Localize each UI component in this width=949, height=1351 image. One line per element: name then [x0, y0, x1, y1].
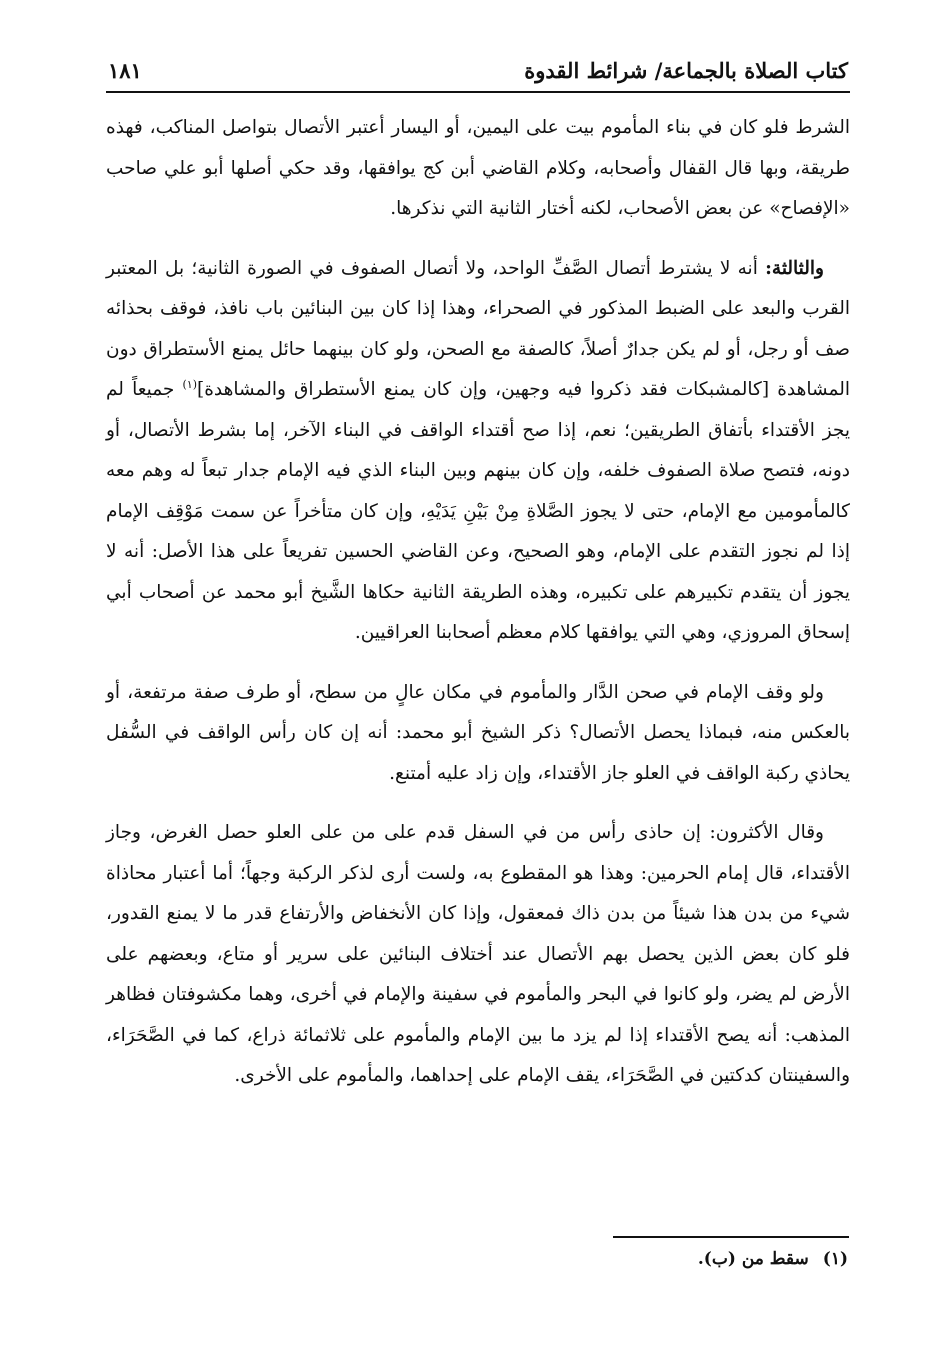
page-header	[108, 52, 848, 88]
running-title: كتاب الصلاة بالجماعة/ شرائط القدوة	[524, 57, 848, 83]
footnote-number: (١)	[822, 1249, 848, 1269]
paragraph-text-continued: جميعاً لم يجز الأقتداء بأتفاق الطريقين؛ نعم، إذا صح أقتداء الواقف في البناء الآخر، إما بشرط الأتصال، أو دونه، فتصح صلاة الصفوف خلفه، وإن كان بينهم وبين البناء الذي فيه الإمام جدار تبعاً له وهم معه كالمأمومين مع الإمام، حتى لا يجوز الصَّلاةِ مِنْ بَيْنِ يَدَيْهِ، وإن كان متأخراً عن سمت مَوْقِف الإمام إذا لم نجوز التقدم على الإمام، وهو الصحيح، وعن القاضي الحسين تفريعاً على هذا الأصل: أنه لا يجوز أن يتقدم تكبيرهم على تكبيره، وهذه الطريقة الثانية حكاها الشَّيخ أبو محمد عن أصحاب أبي إسحاق المروزي، وهي التي يوافقها كلام معظم أصحابنا العراقيين.	[106, 379, 850, 643]
paragraph-text: ولو وقف الإمام في صحن الدَّار والمأموم في مكان عالٍ من سطح، أو طرف صفة مرتفعة، أو بالعكس منه، فبماذا يحصل الأتصال؟ ذكر الشيخ أبو محمد: أنه إن كان رأس الواقف في السُّفل يحاذي ركبة الواقف في العلو جاز الأقتداء، وإن زاد عليه أمتنع.	[106, 681, 850, 784]
footnote-text: سقط من (ب).	[697, 1249, 809, 1269]
paragraph-4	[106, 813, 850, 1097]
header-divider	[106, 91, 850, 93]
paragraph-text: أنه لا يشترط أتصال الصَّفِّ الواحد، ولا أتصال الصفوف في الصورة الثانية؛ بل المعتبر القرب والبعد على الضبط المذكور في الصحراء، وهذا إذا كان بين البنائين باب نافذ، فوقف بحذائه صف أو رجل، أو لم يكن جدارٌ أصلاً، كالصفة مع الصحن، ولو كان بينهما حائل يمنع الأستطراق دون المشاهدة [كالمشبكات فقد ذكروا فيه وجهين، وإن كان يمنع الأستطراق والمشاهدة]	[106, 257, 850, 400]
footnote-divider	[613, 1236, 849, 1238]
paragraph-text: الشرط فلو كان في بناء المأموم بيت على اليمين، أو اليسار أعتبر الأتصال بتواصل المناكب، فهذه طريقة، وبها قال القفال وأصحابه، وكلام القاضي أبن كج يوافقها، وقد حكي أصلها أبو علي صاحب «الإفصاح» عن بعض الأصحاب، لكنه أختار الثانية التي نذكرها.	[106, 117, 850, 219]
paragraph-3	[106, 673, 850, 795]
footnote	[506, 1244, 848, 1274]
paragraph-lead: والثالثة:	[765, 257, 824, 279]
footnote-reference[interactable]: (١)	[182, 377, 197, 391]
main-text	[106, 108, 850, 1116]
paragraph-text: وقال الأكثرون: إن حاذى رأس من في السفل قدم على من على العلو حصل الغرض، وجاز الأقتداء، قال إمام الحرمين: وهذا هو المقطوع به، ولست أرى لذكر الركبة وجهاً؛ أما أعتبار محاذاة شيء من بدن هذا شيئاً من بدن ذاك فمعقول، وإذا كان الأنخفاض والأرتفاع قدر ما لا يمنع القدور، فلو كان بعض الذين يحصل بهم الأتصال عند أختلاف البنائين على سرير أو متاع، وبعضهم على الأرض لم يضر، ولو كانوا في البحر والمأموم في سفينة والإمام في أخرى، وهما مكشوفتان فظاهر المذهب: أنه يصح الأقتداء إذا لم يزد ما بين الإمام والمأموم على ثلاثمائة ذراع، كما في الصَّحَرَاء، والسفينتان كدكتين في الصَّحَرَاء، يقف الإمام على إحداهما، والمأموم على الأخرى.	[106, 822, 850, 1086]
paragraph-1	[106, 108, 850, 230]
paragraph-2	[106, 249, 850, 654]
page-number: ١٨١	[108, 57, 142, 83]
